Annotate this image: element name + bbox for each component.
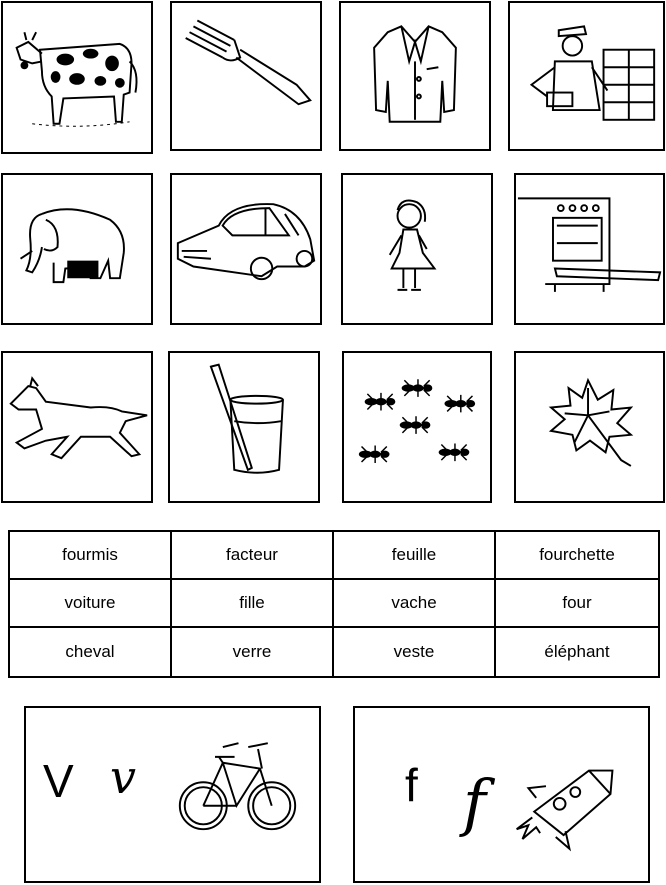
word-cell[interactable]: vache [334,580,496,626]
print-letter: V [43,755,74,807]
rocket-icon [355,708,648,881]
fork-icon [172,3,320,149]
letter-panel-v [24,706,321,883]
girl-icon [343,175,491,323]
oven-icon [516,175,663,323]
word-cell[interactable]: veste [334,628,496,676]
table-row [10,532,658,580]
letter-panel-f [353,706,650,883]
mailman-icon [510,3,663,149]
word-cell[interactable]: facteur [172,532,334,578]
word-cell[interactable]: four [562,593,592,612]
car-icon [172,175,320,323]
cow-icon [3,3,151,152]
picture-card-glass[interactable] [168,351,320,503]
horse-icon [3,353,151,501]
picture-card-cow[interactable] [1,1,153,154]
leaf-icon [516,353,663,501]
table-row [10,580,658,628]
picture-card-mailman[interactable] [508,1,665,151]
word-cell[interactable]: fourmis [10,532,172,578]
word-cell[interactable]: verre [172,628,334,676]
word-cell[interactable]: feuille [334,532,496,578]
word-cell[interactable]: fourchette [539,545,615,564]
print-letter: f [405,759,418,811]
ants-icon [344,353,490,501]
word-cell[interactable]: éléphant [544,642,610,661]
table-row [10,628,658,676]
picture-card-ants[interactable] [342,351,492,503]
cursive-letter: v [110,750,136,804]
picture-card-jacket[interactable] [339,1,491,151]
word-cell[interactable]: fille [172,580,334,626]
jacket-icon [341,3,489,149]
word-table [8,530,660,678]
picture-card-car[interactable] [170,173,322,325]
word-cell[interactable]: voiture [10,580,172,626]
picture-card-girl[interactable] [341,173,493,325]
picture-card-horse[interactable] [1,351,153,503]
elephant-icon [3,175,151,323]
glass-icon [170,353,318,501]
picture-card-leaf[interactable] [514,351,665,503]
picture-card-oven[interactable] [514,173,665,325]
picture-card-fork[interactable] [170,1,322,151]
cursive-letter: f [463,766,486,839]
bicycle-icon [26,708,319,881]
picture-card-elephant[interactable] [1,173,153,325]
word-cell[interactable]: cheval [10,628,172,676]
